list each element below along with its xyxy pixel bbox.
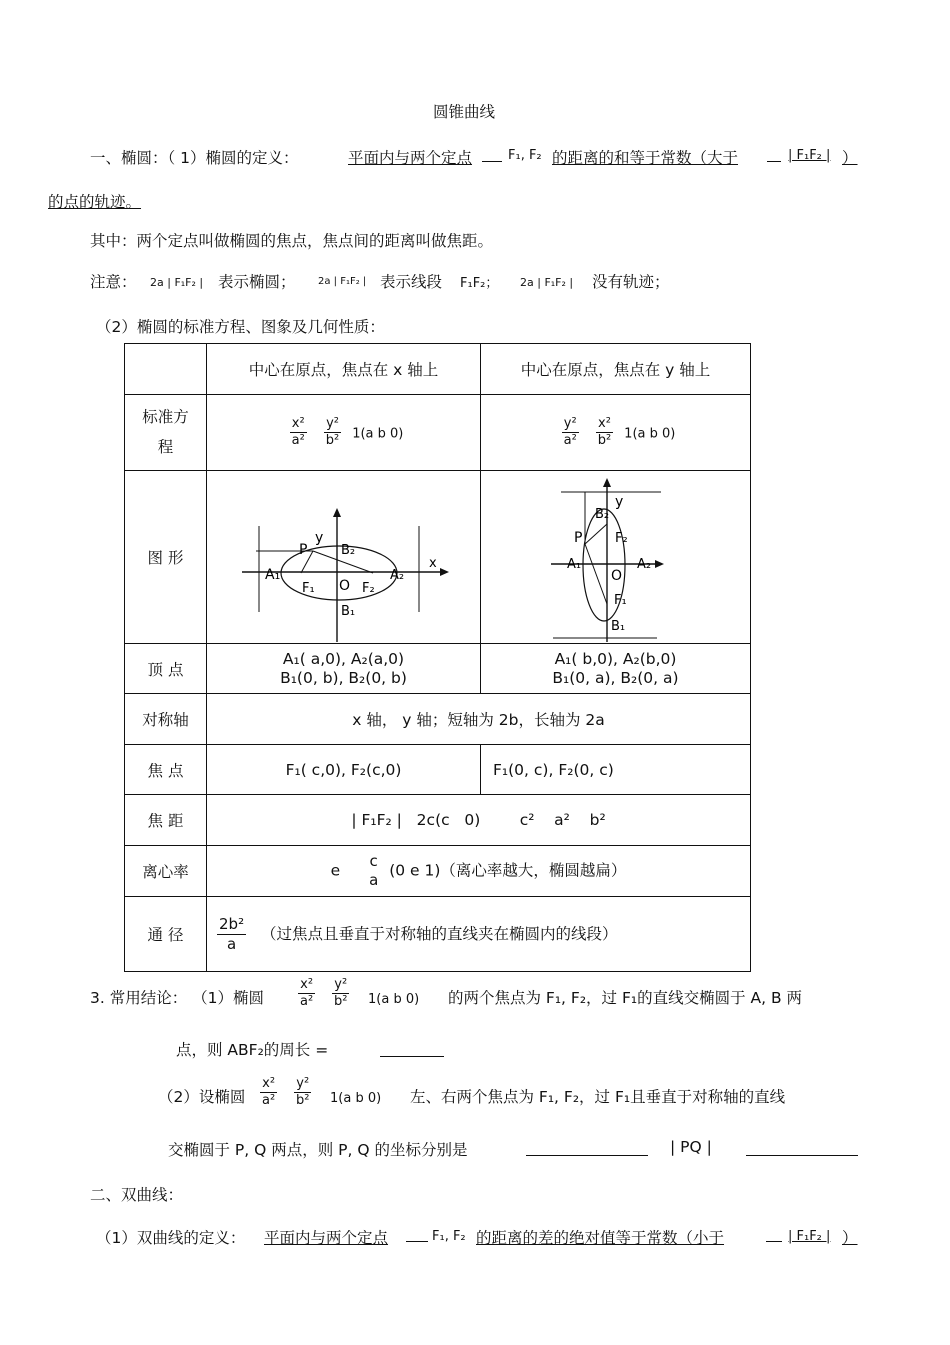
c1-head: 3. 常用结论： （1）椭圆 xyxy=(90,989,265,1007)
hyperbola-def-part2: 的距离的差的绝对值等于常数（小于 xyxy=(476,1229,725,1247)
pf1-line xyxy=(585,544,607,604)
note2-text: 表示线段 xyxy=(380,273,443,291)
vertex-y xyxy=(481,644,751,694)
ellipse-def-line2: 的点的轨迹。 xyxy=(48,193,142,211)
label-O: O xyxy=(339,577,351,594)
ellipse-where: 其中：两个定点叫做椭圆的焦点，焦点间的距离叫做焦距。 xyxy=(90,232,494,250)
standard-eq-x xyxy=(207,395,481,471)
label-x: x xyxy=(429,555,437,571)
vertex-y-line1: A₁( b,0), A₂(b,0) xyxy=(554,649,677,668)
label-O: O xyxy=(611,567,623,584)
y-axis-arrow xyxy=(333,508,341,517)
label-F2: F₂ xyxy=(362,580,375,596)
label-F1: F₁ xyxy=(614,592,627,608)
label-B1: B₁ xyxy=(341,603,356,619)
label-P: P xyxy=(574,529,583,546)
hyperbola-def-head: （1）双曲线的定义： xyxy=(96,1229,246,1247)
focus-y: F₁(0, c), F₂(0, c) xyxy=(481,745,751,795)
c1-frac2: $\frac{\text{y²}}{\text{b²}}$ xyxy=(334,977,348,1010)
ellipse-def-close: ） xyxy=(842,149,858,167)
ellipse-heading: 一、椭圆：（ 1）椭圆的定义： xyxy=(90,149,299,167)
c1-tail: 1(a b 0) xyxy=(368,992,420,1007)
latus-cell xyxy=(207,897,751,972)
latus-text: （过焦点且垂直于对称轴的直线夹在椭圆内的线段） xyxy=(261,924,618,943)
note3-expr: 2a | F₁F₂ | xyxy=(520,276,574,289)
graph-y-cell xyxy=(481,471,751,644)
label-y: y xyxy=(315,529,324,546)
header-x-axis: 中心在原点，焦点在 x 轴上 xyxy=(207,344,481,395)
def-underline-gap xyxy=(482,161,502,162)
latus-frac: $\frac{\text{2b²}}{a}$ xyxy=(219,914,245,953)
eq-x-tail: 1(a b 0) xyxy=(352,426,404,441)
ecc-cell xyxy=(207,846,751,897)
c1-line2: 点，则 ABF₂的周长 = xyxy=(176,1041,329,1059)
label-A2: A₂ xyxy=(637,556,652,572)
page-title: 圆锥曲线 xyxy=(433,103,496,121)
hyp-underline-gap xyxy=(406,1241,428,1242)
frac-x2-b2: $\frac{\text{x²}}{\text{b²}}$ xyxy=(597,415,612,448)
focal-text: | F₁F₂ | 2c(c 0) c² a² b² xyxy=(207,795,751,846)
y-axis-arrow xyxy=(603,478,611,487)
c1-frac1: $\frac{\text{x²}}{\text{a²}}$ xyxy=(300,977,314,1010)
def-underline-gap2 xyxy=(767,161,781,162)
ellipse-y-figure xyxy=(481,472,749,643)
label-B2: B₂ xyxy=(341,542,356,558)
row-label-graph: 图 形 xyxy=(125,471,207,644)
label-P: P xyxy=(299,541,308,558)
c2-pq: | PQ | xyxy=(670,1138,712,1156)
axis-text: x 轴， y 轴；短轴为 2b，长轴为 2a xyxy=(207,694,751,745)
note1-text: 表示椭圆； xyxy=(218,273,296,291)
hyperbola-def-foci: F₁, F₂ xyxy=(432,1229,466,1244)
label-F2: F₂ xyxy=(615,530,628,546)
vertex-x-line2: B₁(0, b), B₂(0, b) xyxy=(280,668,407,687)
row-label-standard xyxy=(125,395,207,471)
standard-label-line1: 标准方 xyxy=(142,408,189,427)
ellipse-def-part1: 平面内与两个定点 xyxy=(348,149,473,167)
eq-y-tail: 1(a b 0) xyxy=(624,426,676,441)
note2-expr: 2a | F₁F₂ | xyxy=(318,276,367,287)
label-A2: A₂ xyxy=(390,567,405,583)
frac-y2-a2: $\frac{\text{y²}}{\text{a²}}$ xyxy=(563,415,577,448)
frac-y2-b2: $\frac{\text{y²}}{\text{b²}}$ xyxy=(325,415,340,448)
hyperbola-heading: 二、双曲线： xyxy=(90,1186,184,1204)
row-label-ecc: 离心率 xyxy=(125,846,207,897)
label-B2: B₂ xyxy=(595,506,610,522)
note1-expr: 2a | F₁F₂ | xyxy=(150,276,204,289)
table-corner xyxy=(125,344,207,395)
label-B1: B₁ xyxy=(611,618,626,634)
ecc-tail: (0 e 1)（离心率越大，椭圆越扁） xyxy=(389,861,627,880)
row-label-focal: 焦 距 xyxy=(125,795,207,846)
hyp-underline-gap2 xyxy=(766,1241,782,1242)
vertex-y-line2: B₁(0, a), B₂(0, a) xyxy=(552,668,679,687)
hyperbola-def-close: ） xyxy=(842,1229,858,1247)
hyperbola-def-part1: 平面内与两个定点 xyxy=(264,1229,389,1247)
x-axis-arrow xyxy=(655,560,664,568)
ellipse-def-abs: | F₁F₂ | xyxy=(788,148,831,163)
standard-label-line2: 程 xyxy=(157,437,174,456)
label-A1: A₁ xyxy=(567,556,582,572)
hyperbola-def-abs: | F₁F₂ | xyxy=(788,1229,831,1244)
label-A1: A₁ xyxy=(265,566,281,583)
c2-blank-coords[interactable] xyxy=(526,1155,648,1156)
ellipse-properties-table xyxy=(124,343,751,972)
graph-x-cell xyxy=(207,471,481,644)
ellipse-def-part2: 的距离的和等于常数（大于 xyxy=(552,149,739,167)
focus-x: F₁( c,0), F₂(c,0) xyxy=(207,745,481,795)
sub2-heading: （2）椭圆的标准方程、图象及几何性质： xyxy=(96,318,385,336)
note3-text: 没有轨迹； xyxy=(592,273,670,291)
c2-line2: 交椭圆于 P, Q 两点，则 P, Q 的坐标分别是 xyxy=(168,1141,468,1159)
vertex-x-line1: A₁( a,0), A₂(a,0) xyxy=(282,649,405,668)
ecc-e: e xyxy=(330,861,341,880)
header-y-axis: 中心在原点，焦点在 y 轴上 xyxy=(481,344,751,395)
row-label-focus: 焦 点 xyxy=(125,745,207,795)
vertex-x xyxy=(207,644,481,694)
c2-tail: 1(a b 0) xyxy=(330,1091,382,1106)
note-label: 注意： xyxy=(90,273,137,291)
c2-blank-pq[interactable] xyxy=(746,1155,858,1156)
ellipse-x-figure xyxy=(207,472,479,643)
c2-frac1: $\frac{\text{x²}}{\text{a²}}$ xyxy=(262,1076,276,1109)
label-y: y xyxy=(615,493,624,510)
x-axis-arrow xyxy=(440,568,449,576)
standard-eq-y xyxy=(481,395,751,471)
c2-frac2: $\frac{\text{y²}}{\text{b²}}$ xyxy=(296,1076,310,1109)
row-label-axis: 对称轴 xyxy=(125,694,207,745)
note2-seg: F₁F₂； xyxy=(460,276,499,291)
ellipse-def-foci: F₁, F₂ xyxy=(508,148,542,163)
c1-blank[interactable] xyxy=(380,1056,444,1057)
c1-text: 的两个焦点为 F₁, F₂，过 F₁的直线交椭圆于 A, B 两 xyxy=(448,989,803,1007)
c2-head: （2）设椭圆 xyxy=(158,1088,246,1106)
row-label-vertex: 顶 点 xyxy=(125,644,207,694)
row-label-latus: 通 径 xyxy=(125,897,207,972)
ecc-frac: c a xyxy=(369,852,379,889)
label-F1: F₁ xyxy=(302,580,315,596)
frac-x2-a2: $\frac{\text{x²}}{\text{a²}}$ xyxy=(291,415,305,448)
c2-text: 左、右两个焦点为 F₁, F₂，过 F₁且垂直于对称轴的直线 xyxy=(410,1088,786,1106)
